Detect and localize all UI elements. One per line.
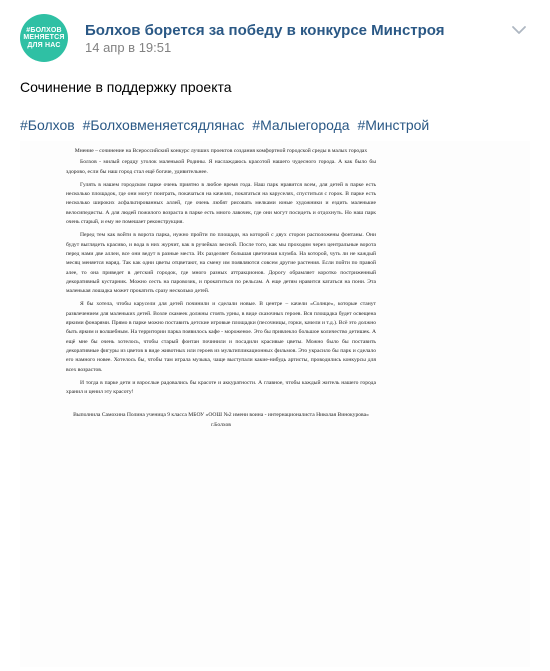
document-title: Мнение – сочинение на Всероссийский конкурс лучших проектов создания комфортной городской среды в малых городах <box>74 148 368 154</box>
hashtag-link[interactable]: #Болховменяетсядлянас <box>82 117 245 133</box>
avatar-line-2: МЕНЯЕТСЯ <box>23 34 65 42</box>
document-paragraph: Перед тем как войти в ворота парка, нужно пройти по площади, на которой с двух сторон расположены фонтаны. Они будут выглядеть красиво, и вода в них журчит, как в ручейках весной. После того, как мы проходим через центральные ворота перед нами две аллеи, все они ведут в разные места. Их разделяет большая цветочная клумба. На которой, чуть ли не каждый месяц меняется наряд. Так как одни цветы отцветают, на смену им появляются совсем другие растения. Если пойти по правой алее, то она приведет в детский городок, где много разных аттракционов. Дорогу обрамляет коротко постриженный декоративный кустарник. Можно сесть на паровозик, и прокатиться по рельсам. А еще детям нравится кататься на пони. Эта маленькая лошадка может прокатить сразу несколько детей. <box>66 232 376 295</box>
document-paragraph: И тогда в парке дети и взрослые радовались бы красоте и аккуратности. А главное, чтобы каждый житель нашего города хранил и ценил эту красоту! <box>66 379 376 396</box>
post-author-link[interactable]: Болхов борется за победу в конкурсе Минстроя <box>85 22 445 39</box>
document-page <box>66 147 376 434</box>
avatar-line-1: #БОЛХОВ <box>26 26 62 34</box>
document-paragraph: Гулять в нашем городском парке очень приятно в любое время года. Наш парк нравится всем, для детей в парке есть несколько площадок, где они могут поиграть, покачаться на качелях, покататься на каруселях, спуститься с горок. В парке есть несколько широких асфальтированных аллей, где очень любят рисовать мелками юные художники и ездить маленькие велосипедисты. А для людей пожилого возраста в парке есть много лавочек, где они могут посидеть и отдохнуть. Но наш парк очень старый, и ему не помешает реконструкция. <box>66 181 376 226</box>
hashtag-list <box>20 117 433 133</box>
post-text: Сочинение в поддержку проекта <box>20 79 232 95</box>
community-avatar[interactable] <box>20 14 68 62</box>
avatar-line-3: ДЛЯ НАС <box>27 41 61 49</box>
hashtag-link[interactable]: #Болхов <box>20 117 75 133</box>
hashtag-link[interactable]: #Минстрой <box>357 117 430 133</box>
post-date-link[interactable]: 14 апр в 19:51 <box>85 40 172 55</box>
document-paragraph: Болхов - милый сердцу уголок маленькой Родины. Я наслаждаюсь красотой нашего чудесного города. А как было бы здорово, если бы наш город стал ещё богаче, удивительнее. <box>66 159 376 175</box>
document-signature: Выполнила Самохина Полина ученица 9 класса МБОУ «ООШ №2 имени воина - интернационалиста Николая Винокурова» г.Болхов <box>73 412 369 428</box>
chevron-down-icon[interactable] <box>511 24 527 36</box>
attached-document-image[interactable] <box>20 141 530 667</box>
document-paragraph: Я бы хотела, чтобы карусели для детей починили и сделали новые. В центре – качели «Солнце», которые станут развлечением для маленьких детей. Возле скамеек должны стоять урны, в виде сказочных героев. Вся площадка будет освещена яркими фонарями. Прямо в парке можно поставить детские игровые площадки (песочницы, горки, качели и т.д.). Всё это должно быть ярким и волшебным. На территории парка появилось кафе - мороженое. Это бы привлекло большое количество детишек. А ещё мне бы очень хотелось, чтобы старый фонтан починили и посадили красивые цветы. Можно было бы поставить декоративные фигуры из цветов в виде животных или героев из мультипликационных фильмов. Это украсило бы парк и сделало его намного новее. Хотелось бы, чтобы там играла музыка, чаще выступали какие-нибудь артисты, проводились конкурсы для всех возрастов. <box>66 301 376 373</box>
hashtag-link[interactable]: #Малыегорода <box>252 117 350 133</box>
